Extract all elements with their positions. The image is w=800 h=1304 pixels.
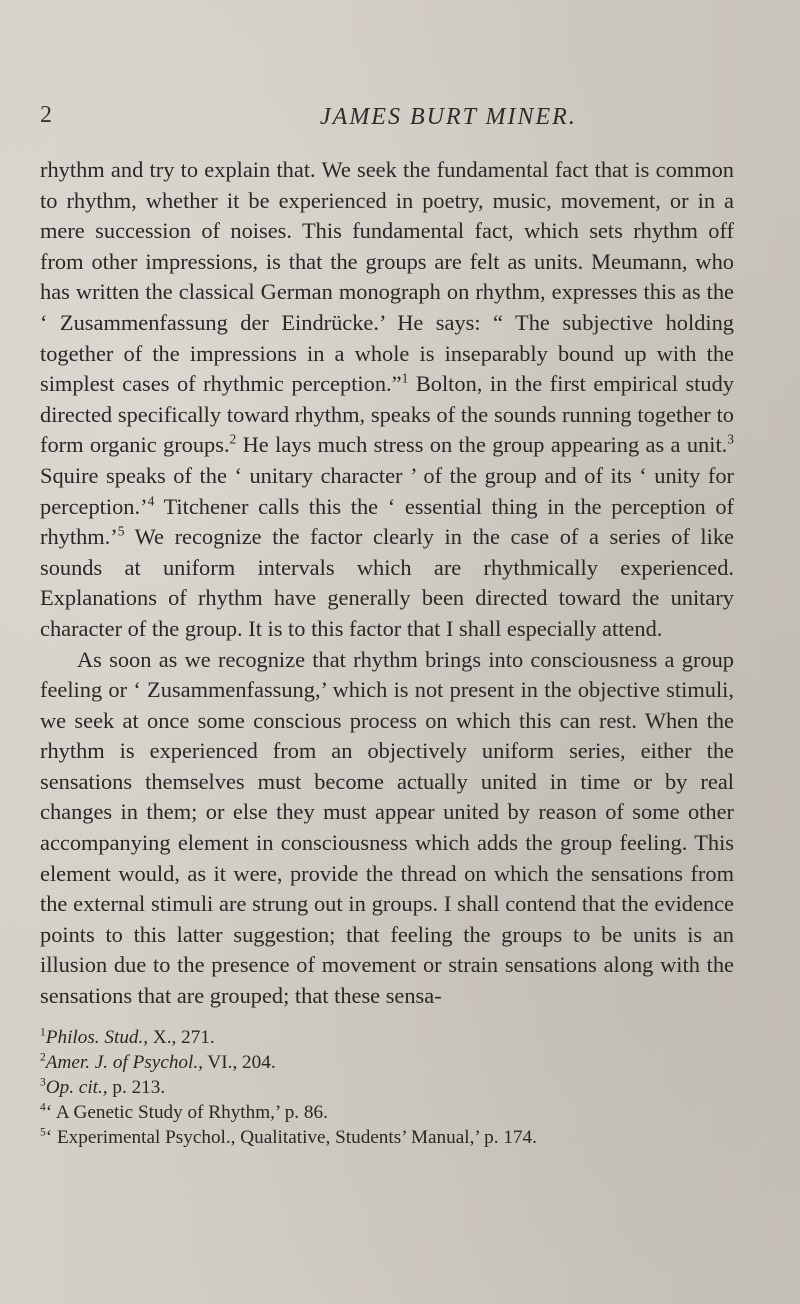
- footnote-ref-2: 2: [229, 431, 237, 447]
- footnote-5: [40, 1125, 734, 1150]
- footnote-4: [40, 1100, 734, 1125]
- footnote-number: 2: [40, 1051, 46, 1064]
- footnote-ref-4: 4: [147, 493, 155, 509]
- footnote-detail: p. 213.: [107, 1077, 166, 1098]
- footnote-1: [40, 1025, 734, 1050]
- paragraph-1-text-3: He lays much stress on the group appearing as a unit.: [236, 432, 728, 458]
- footnote-source: Philos. Stud.,: [45, 1027, 149, 1048]
- footnote-ref-1: 1: [401, 370, 409, 386]
- footnotes: [40, 1025, 734, 1150]
- footnote-source: Op. cit.,: [45, 1077, 108, 1098]
- paragraph-1-text-6: We recognize the factor clearly in the case of a series of like sounds at uniform intervals which are rhythmically experienced. Explanations of rhythm have generally been directed toward the unitary character of the group. It is to this factor that I shall especially attend.: [40, 524, 734, 641]
- footnote-ref-3: 3: [727, 431, 734, 447]
- footnote-number: 4: [40, 1101, 46, 1114]
- paragraph-1-text-4: Squire speaks of the ‘ unitary character ’ of the group and of its ‘ unity for perception.’: [40, 462, 734, 519]
- paragraph-1: [40, 155, 734, 645]
- footnote-number: 3: [40, 1076, 46, 1089]
- body-text: [40, 155, 734, 1012]
- page-header: [40, 102, 730, 142]
- footnote-detail: ‘ A Genetic Study of Rhythm,’ p. 86.: [45, 1102, 328, 1123]
- footnote-detail: X., 271.: [148, 1027, 215, 1048]
- footnote-source: Amer. J. of Psychol.,: [45, 1052, 203, 1073]
- paragraph-1-text-2: Bolton, in the first empirical study directed specifically toward rhythm, speaks of the sounds running together to form organic groups.: [40, 371, 734, 458]
- footnote-2: [40, 1050, 734, 1075]
- footnote-3: [40, 1075, 734, 1100]
- paragraph-1-text-5: Titchener calls this the ‘ essential thing in the perception of rhythm.’: [40, 493, 734, 550]
- footnote-detail: VI., 204.: [202, 1052, 276, 1073]
- paragraph-2: As soon as we recognize that rhythm brings into consciousness a group feeling or ‘ Zusammenfassung,’ which is not present in the objective stimuli, we seek at once some conscious process on which this can rest. When the rhythm is experienced from an objectively uniform series, either the sensations themselves must become actually united in time or by real changes in them; or else they must appear united by reason of some other accompanying element in consciousness which adds the group feeling. This element would, as it were, provide the thread on which the sensations from the external stimuli are strung out in groups. I shall contend that the evidence points to this latter suggestion; that feeling the groups to be units is an illusion due to the presence of movement or strain sensations along with the sensations that are grouped; that these sensa-: [40, 646, 734, 1009]
- footnote-number: 1: [40, 1026, 46, 1039]
- footnote-number: 5: [40, 1126, 46, 1139]
- footnote-ref-5: 5: [117, 523, 125, 539]
- running-head: JAMES BURT MINER.: [320, 104, 577, 130]
- paragraph-1-text-1: rhythm and try to explain that. We seek the fundamental fact that is common to rhythm, whether it be experienced in poetry, music, movement, or in a mere succession of noises. This fundamental fact, which sets rhythm off from other impressions, is that the groups are felt as units. Meumann, who has written the classical German monograph on rhythm, expresses this as the ‘ Zusammenfassung der Eindrücke.’ He says: “ The subjective holding together of the impressions in a whole is inseparably bound up with the simplest cases of rhythmic perception.”: [40, 157, 734, 397]
- page-number: 2: [40, 102, 52, 128]
- footnote-detail: ‘ Experimental Psychol., Qualitative, Students’ Manual,’ p. 174.: [45, 1127, 537, 1148]
